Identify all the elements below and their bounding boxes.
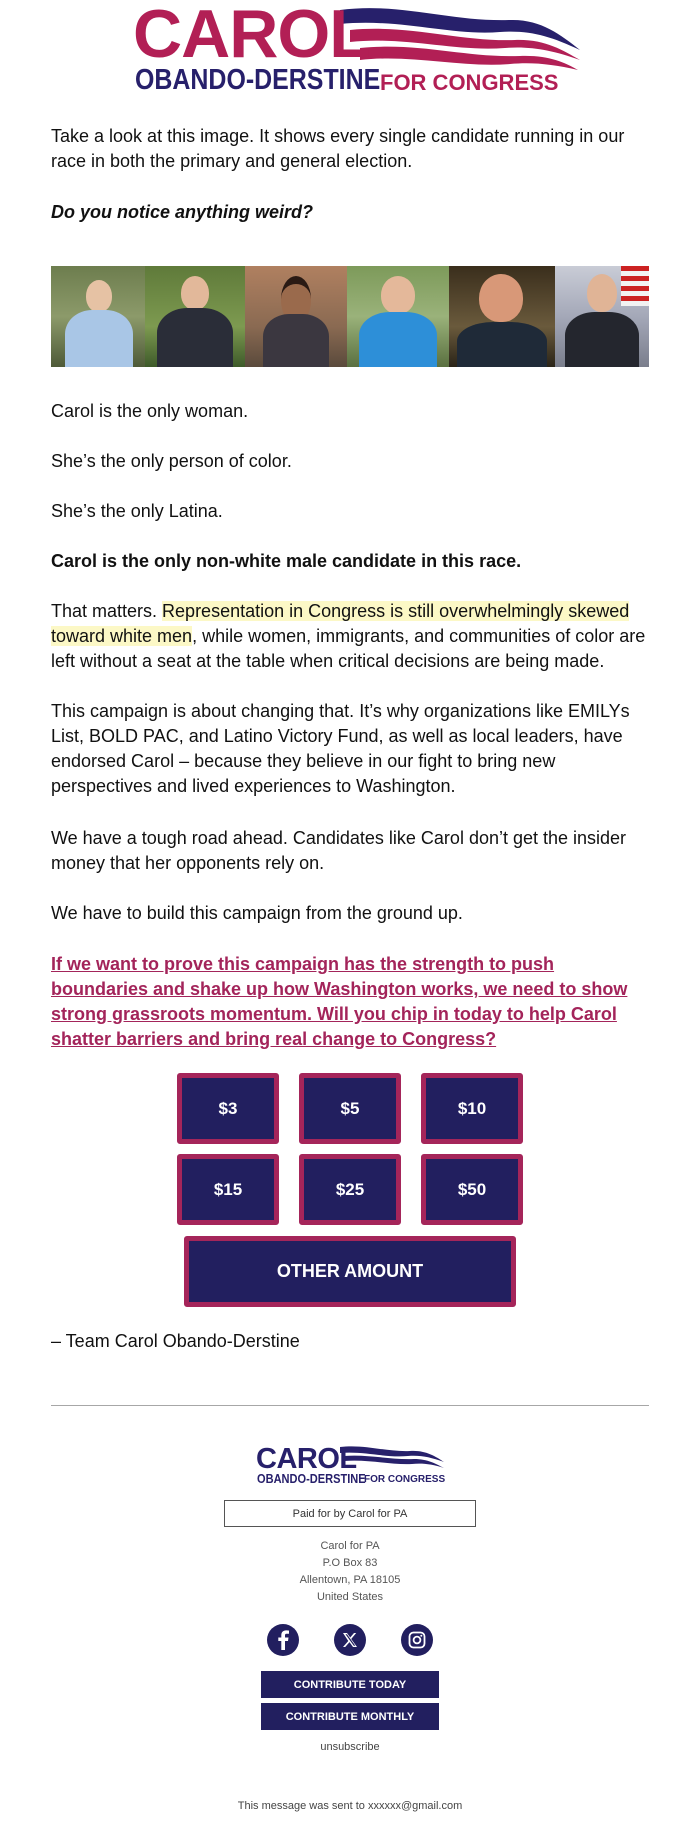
candidate-photo-2 bbox=[145, 266, 245, 367]
address-line-2: P.O Box 83 bbox=[322, 1557, 378, 1569]
candidate-photo-5 bbox=[449, 266, 555, 367]
that-matters-start: That matters. bbox=[51, 601, 163, 621]
intro-paragraph: Take a look at this image. It shows every single candidate running in our race in both the primary and general election. bbox=[51, 126, 625, 171]
donate-5-button[interactable]: $5 bbox=[299, 1073, 401, 1144]
x-icon[interactable] bbox=[334, 1624, 366, 1656]
footer-logo-for-congress-text: FOR CONGRESS bbox=[364, 1474, 446, 1485]
candidate-photo-4 bbox=[347, 266, 449, 367]
donate-cta-link[interactable]: If we want to prove this campaign has the strength to push boundaries and shake up how Washington works, we need to show strong grassroots momentum. Will you chip in today to help Carol shatter barriers and bring real change to Congress? bbox=[51, 954, 628, 1049]
address-line-1: Carol for PA bbox=[320, 1540, 380, 1552]
footer-logo-carol-text: CAROL bbox=[256, 1443, 357, 1475]
instagram-icon[interactable] bbox=[401, 1624, 433, 1656]
logo-name-text: OBANDO-DERSTINE bbox=[135, 64, 381, 96]
candidate-photo-1 bbox=[51, 266, 145, 367]
donate-25-button[interactable]: $25 bbox=[299, 1154, 401, 1225]
donate-15-button[interactable]: $15 bbox=[177, 1154, 279, 1225]
paid-for-by-box: Paid for by Carol for PA bbox=[224, 1500, 476, 1527]
that-matters-paragraph bbox=[51, 599, 649, 674]
address-line-4: United States bbox=[316, 1591, 384, 1603]
only-poc-paragraph: She’s the only person of color. bbox=[51, 451, 292, 471]
bold-statement-paragraph: Carol is the only non-white male candidate in this race. bbox=[51, 551, 522, 571]
unsubscribe-link[interactable]: unsubscribe bbox=[320, 1741, 380, 1753]
cta-paragraph bbox=[51, 952, 649, 1052]
sent-to-notice: This message was sent to xxxxxx@gmail.com bbox=[237, 1800, 463, 1812]
signoff: – Team Carol Obando-Derstine bbox=[51, 1331, 300, 1351]
highlighted-text: Representation in Congress is still overwhelmingly skewed toward white men bbox=[51, 601, 630, 646]
candidate-photo-6 bbox=[555, 266, 649, 367]
question-paragraph: Do you notice anything weird? bbox=[51, 202, 314, 222]
contribute-monthly-button[interactable]: CONTRIBUTE MONTHLY bbox=[261, 1703, 439, 1730]
footer-logo-name-text: OBANDO-DERSTINE bbox=[257, 1471, 366, 1486]
tough-road-paragraph: We have a tough road ahead. Candidates like Carol don’t get the insider money that her opponents rely on. bbox=[51, 828, 627, 873]
donate-50-button[interactable]: $50 bbox=[421, 1154, 523, 1225]
address-line-3: Allentown, PA 18105 bbox=[299, 1574, 401, 1586]
donate-10-button[interactable]: $10 bbox=[421, 1073, 523, 1144]
logo-carol-text: CAROL bbox=[133, 0, 370, 72]
logo-for-congress-text: FOR CONGRESS bbox=[380, 70, 559, 95]
campaign-paragraph: This campaign is about changing that. It’s why organizations like EMILYs List, BOLD PAC, and Latino Victory Fund, as well as local leaders, have endorsed Carol – because they believe in our fight to bring new perspectives and lived experiences to Washington. bbox=[51, 701, 630, 796]
only-woman-paragraph: Carol is the only woman. bbox=[51, 401, 249, 421]
facebook-icon[interactable] bbox=[267, 1624, 299, 1656]
only-latina-paragraph: She’s the only Latina. bbox=[51, 501, 223, 521]
campaign-logo bbox=[0, 0, 700, 100]
contribute-today-button[interactable]: CONTRIBUTE TODAY bbox=[261, 1671, 439, 1698]
donate-other-amount-button[interactable]: OTHER AMOUNT bbox=[184, 1236, 516, 1307]
footer-divider bbox=[51, 1405, 649, 1406]
candidate-photo-3 bbox=[245, 266, 347, 367]
ground-up-paragraph: We have to build this campaign from the ground up. bbox=[51, 903, 463, 923]
that-matters-end: , while women, immigrants, and communities of color are left without a seat at the table when critical decisions are being made. bbox=[51, 626, 646, 671]
candidates-photo-strip bbox=[51, 266, 649, 367]
donate-3-button[interactable]: $3 bbox=[177, 1073, 279, 1144]
